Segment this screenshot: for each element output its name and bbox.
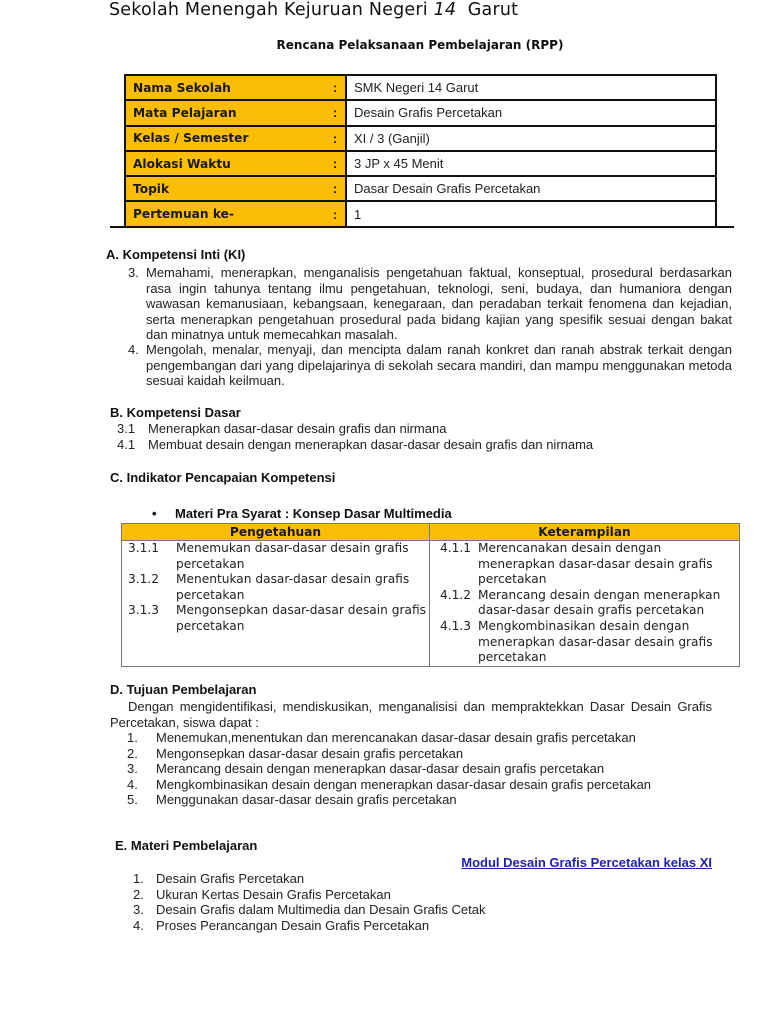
indicator-item: [122, 541, 429, 572]
materi-number: 3.: [133, 902, 144, 918]
indicator-text: Merancang desain dengan menerapkan dasar-dasar desain grafis percetakan: [478, 587, 721, 618]
indicator-item: [122, 603, 429, 634]
school-title: [109, 0, 518, 20]
tujuan-item: [127, 761, 651, 777]
identity-colon: :: [325, 176, 346, 201]
keterampilan-list: [430, 541, 739, 666]
identity-value: Dasar Desain Grafis Percetakan: [346, 176, 716, 201]
pengetahuan-list: [122, 541, 429, 635]
identity-colon: :: [325, 75, 346, 100]
identity-label: Alokasi Waktu: [125, 151, 325, 176]
indicator-number: 4.1.3: [440, 618, 472, 633]
indicator-table: [121, 523, 740, 667]
header-keterampilan: Keterampilan: [430, 524, 740, 541]
section-c-heading: C. Indikator Pencapaian Kompetensi: [110, 470, 336, 485]
tujuan-text: Mengkombinasikan desain dengan menerapkan dasar-dasar desain grafis percetakan: [156, 776, 652, 792]
identity-label: Nama Sekolah: [125, 75, 325, 100]
ki-item-text: Mengolah, menalar, menyaji, dan mencipta dalam ranah konkret dan ranah abstrak terkait dengan pengembangan dari yang dipelajarinya di sekolah secara mandiri, dan mampu menggunakan metoda sesuai kaidah keilmuan.: [146, 342, 732, 389]
materi-text: Desain Grafis Percetakan: [156, 871, 305, 886]
kd-item: [117, 437, 593, 452]
tujuan-number: 5.: [127, 792, 138, 808]
kd-item-text: Membuat desain dengan menerapkan dasar-dasar desain grafis dan nirnama: [148, 437, 594, 452]
indicator-item: [430, 619, 739, 666]
tujuan-number: 1.: [127, 730, 138, 745]
tujuan-item: [127, 730, 651, 746]
indicator-header-row: [122, 524, 740, 541]
identity-value: Desain Grafis Percetakan: [346, 100, 716, 125]
identity-row: [125, 201, 716, 226]
materi-text: Desain Grafis dalam Multimedia dan Desain Grafis Cetak: [156, 902, 486, 918]
materi-item: [133, 871, 485, 887]
identity-label: Pertemuan ke-: [125, 201, 325, 226]
kd-item-text: Menerapkan dasar-dasar desain grafis dan nirmana: [148, 421, 447, 436]
materi-text: Ukuran Kertas Desain Grafis Percetakan: [156, 886, 391, 902]
materi-item: [133, 887, 485, 903]
materi-number: 4.: [133, 917, 144, 933]
tujuan-list: [127, 730, 651, 808]
tujuan-text: Menggunakan dasar-dasar desain grafis percetakan: [156, 792, 457, 808]
identity-value: SMK Negeri 14 Garut: [346, 75, 716, 100]
identity-row: [125, 100, 716, 125]
identity-value: XI / 3 (Ganjil): [346, 126, 716, 151]
indicator-number: 3.1.2: [128, 572, 160, 587]
kd-item: [117, 421, 446, 436]
tujuan-number: 4.: [127, 776, 138, 792]
identity-colon: :: [325, 151, 346, 176]
prerequisite-line: [152, 506, 452, 521]
header-pengetahuan: Pengetahuan: [122, 524, 430, 541]
indicator-text: Merencanakan desain dengan menerapkan dasar-dasar desain grafis percetakan: [478, 541, 713, 587]
bullet-icon: •: [152, 506, 157, 521]
prerequisite-text: Materi Pra Syarat : Konsep Dasar Multimedia: [175, 506, 452, 521]
indicator-body-row: [122, 541, 740, 667]
indicator-text: Menemukan dasar-dasar desain grafis percetakan: [176, 541, 409, 571]
indicator-number: 3.1.1: [128, 541, 160, 555]
document-title: Rencana Pelaksanaan Pembelajaran (RPP): [276, 38, 564, 52]
materi-list: [133, 871, 485, 933]
tujuan-intro: Dengan mengidentifikasi, mendiskusikan, menganalisisi dan mempraktekkan Dasar Desain Grafis Percetakan, siswa dapat :: [110, 699, 712, 730]
tujuan-text: Mengonsepkan dasar-dasar desain grafis percetakan: [156, 745, 464, 761]
indicator-item: [430, 588, 739, 619]
section-d-heading: D. Tujuan Pembelajaran: [110, 682, 257, 697]
materi-item: [133, 918, 485, 934]
ki-item-number: 4.: [128, 342, 139, 357]
identity-value: 1: [346, 201, 716, 226]
ki-item: [128, 265, 732, 343]
keterampilan-cell: [430, 541, 740, 667]
materi-number: 2.: [133, 886, 144, 902]
school-title-prefix: Sekolah Menengah Kejuruan Negeri: [109, 0, 434, 20]
horizontal-rule: [110, 226, 734, 228]
ki-item: [128, 342, 732, 389]
indicator-number: 4.1.2: [440, 587, 472, 602]
tujuan-text: Menemukan,menentukan dan merencanakan dasar-dasar desain grafis percetakan: [156, 730, 636, 745]
school-title-suffix: Garut: [456, 0, 519, 20]
identity-row: [125, 126, 716, 151]
section-b-heading: B. Kompetensi Dasar: [110, 405, 241, 420]
kd-item-number: 4.1: [117, 437, 136, 452]
section-e-heading: E. Materi Pembelajaran: [115, 838, 258, 853]
identity-label: Topik: [125, 176, 325, 201]
school-title-number: 14: [433, 0, 457, 20]
tujuan-item: [127, 777, 651, 793]
pengetahuan-cell: [122, 541, 430, 667]
indicator-item: [122, 572, 429, 603]
tujuan-number: 2.: [127, 745, 138, 761]
tujuan-text: Merancang desain dengan menerapkan dasar-dasar desain grafis percetakan: [156, 761, 605, 777]
modul-link[interactable]: Modul Desain Grafis Percetakan kelas XI: [461, 855, 712, 870]
identity-row: [125, 151, 716, 176]
indicator-number: 4.1.1: [440, 541, 472, 555]
materi-text: Proses Perancangan Desain Grafis Percetakan: [156, 917, 430, 933]
ki-item-text: Memahami, menerapkan, menganalisis pengetahuan faktual, konseptual, prosedural berdasarkan rasa ingin tahunya tentang ilmu pengetahuan, teknologi, seni, budaya, dan humaniora dengan wawasan kemanusiaan, kebangsaan, kenegaraan, dan peradaban terkait fenomena dan kejadian, serta menerapkan pengetahuan prosedural pada bidang kajian yang spesifik sesuai dengan bakat dan minatnya untuk memecahkan masalah.: [146, 265, 732, 343]
identity-label: Mata Pelajaran: [125, 100, 325, 125]
identity-value: 3 JP x 45 Menit: [346, 151, 716, 176]
section-a-heading: A. Kompetensi Inti (KI): [106, 247, 246, 262]
kd-item-number: 3.1: [117, 421, 136, 436]
identity-colon: :: [325, 201, 346, 226]
identity-colon: :: [325, 126, 346, 151]
indicator-number: 3.1.3: [128, 603, 160, 618]
identity-table: [124, 74, 717, 228]
indicator-text: Mengkombinasikan desain dengan menerapkan dasar-dasar desain grafis percetakan: [478, 618, 713, 665]
identity-label: Kelas / Semester: [125, 126, 325, 151]
ki-item-number: 3.: [128, 265, 139, 280]
identity-row: [125, 75, 716, 100]
tujuan-number: 3.: [127, 761, 138, 777]
materi-number: 1.: [133, 871, 144, 886]
tujuan-item: [127, 746, 651, 762]
tujuan-item: [127, 792, 651, 808]
indicator-item: [430, 541, 739, 588]
materi-item: [133, 902, 485, 918]
identity-colon: :: [325, 100, 346, 125]
identity-row: [125, 176, 716, 201]
indicator-text: Menentukan dasar-dasar desain grafis percetakan: [176, 572, 410, 602]
indicator-text: Mengonsepkan dasar-dasar desain grafis percetakan: [176, 603, 426, 633]
